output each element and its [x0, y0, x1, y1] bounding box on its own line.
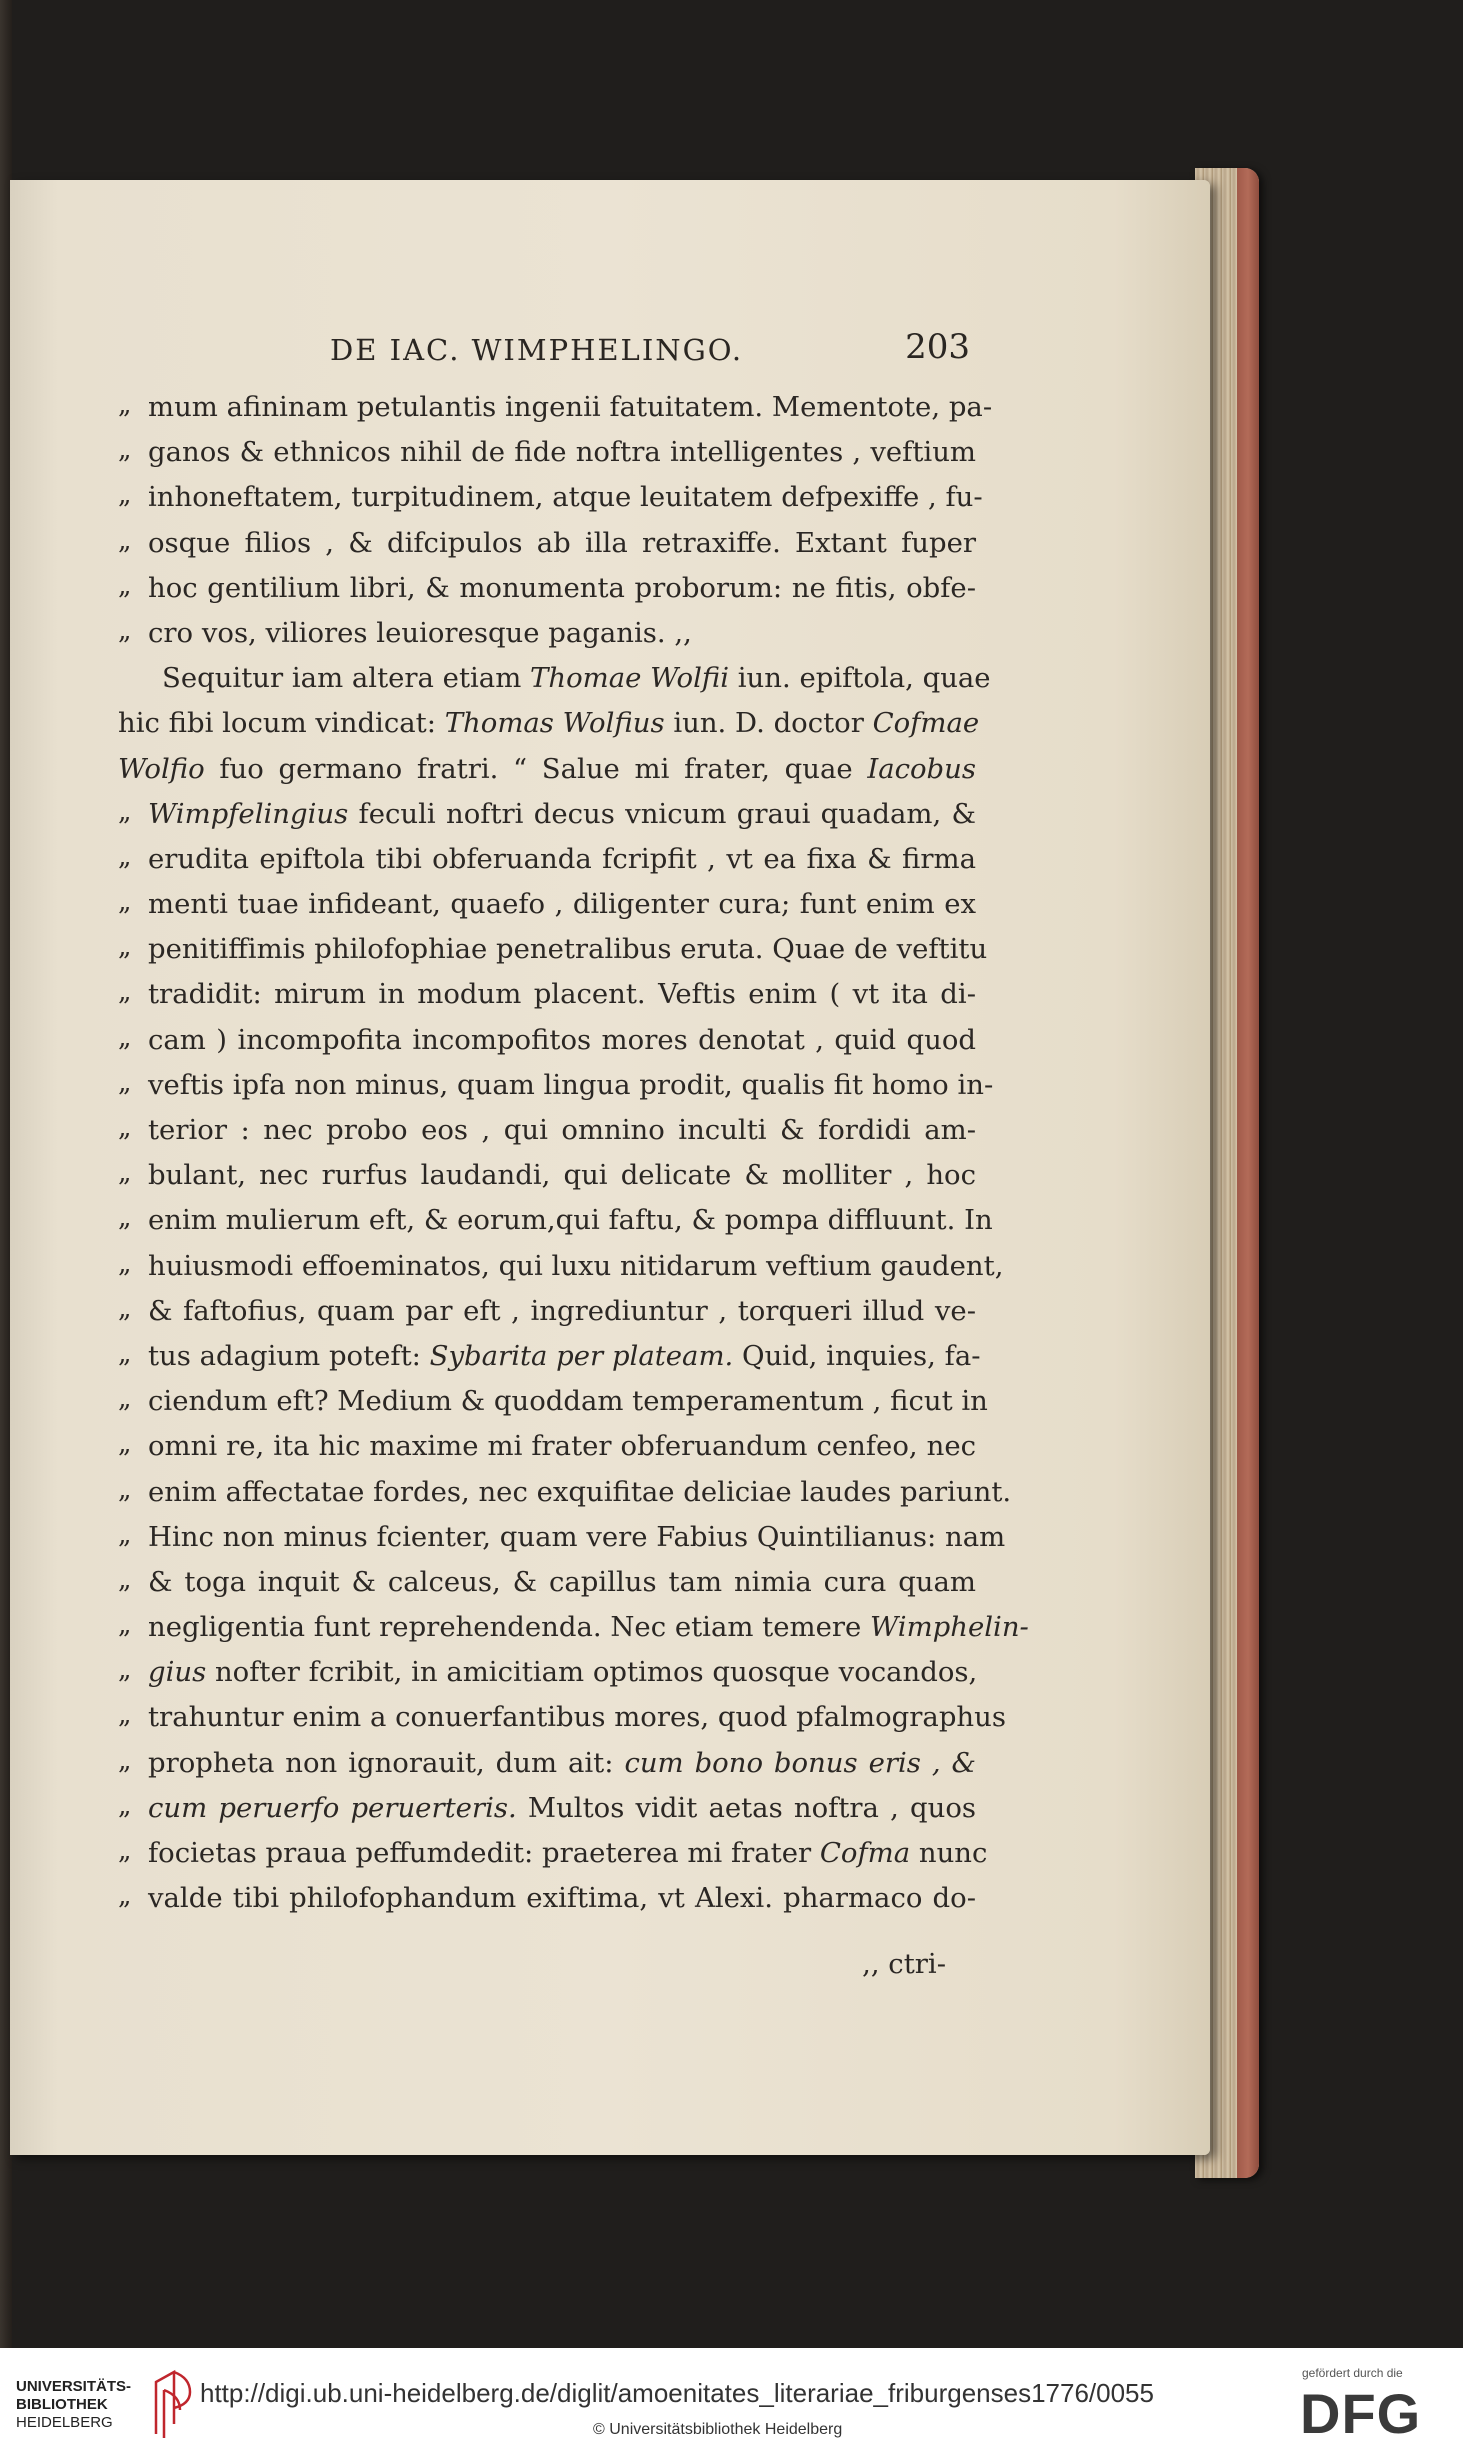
text-line: „ tus adagium poteft: Sybarita per plateam. Quid, inquies, fa- [118, 1334, 976, 1379]
copyright-notice: © Universitätsbibliothek Heidelberg [593, 2421, 843, 2438]
footer-bar [0, 2348, 1463, 2453]
library-name [16, 2378, 131, 2432]
dfg-logo: DFG [1300, 2382, 1422, 2445]
permalink-url[interactable]: http://digi.ub.uni-heidelberg.de/diglit/amoenitates_literariae_friburgenses1776/0055 [200, 2378, 1154, 2408]
text-line: Sequitur iam altera etiam Thomae Wolfii iun. epiftola, quae [162, 662, 991, 695]
text-line: „ enim affectatae fordes, nec exquifitae deliciae laudes pariunt. [118, 1470, 976, 1515]
text-line: „ cam ) incompofita incompofitos mores denotat , quid quod [118, 1018, 976, 1063]
text-line: „ bulant, nec rurfus laudandi, qui delicate & molliter , hoc [118, 1153, 976, 1198]
running-head: DE IAC. WIMPHELINGO. [330, 333, 744, 367]
text-line: „ inhoneftatem, turpitudinem, atque leuitatem defpexiffe , fu- [118, 475, 976, 520]
library-city: HEIDELBERG [16, 2414, 113, 2431]
text-line: „ & faftofius, quam par eft , ingrediuntur , torqueri illud ve- [118, 1289, 976, 1334]
library-logo-icon [146, 2368, 202, 2440]
text-line: hic fibi locum vindicat: Thomas Wolfius iun. D. doctor Cofmae [118, 707, 980, 740]
body-text [118, 385, 1029, 1980]
page-number: 203 [905, 327, 970, 367]
text-line: „ focietas praua peffumdedit: praeterea mi frater Cofma nunc [118, 1831, 976, 1876]
catchword: ,, ctri- [862, 1948, 946, 1980]
text-line: „ cro vos, viliores leuioresque paganis. ,, [118, 611, 976, 656]
text-line: „ Hinc non minus fcienter, quam vere Fabius Quintilianus: nam [118, 1515, 976, 1560]
text-line: „ huiusmodi effoeminatos, qui luxu nitidarum veftium gaudent, [118, 1244, 976, 1289]
text-line: „ erudita epiftola tibi obferuanda fcripfit , vt ea fixa & firma [118, 837, 976, 882]
text-line: „ mum afininam petulantis ingenii fatuitatem. Mementote, pa- [118, 385, 976, 430]
text-line: „ & toga inquit & calceus, & capillus tam nimia cura quam [118, 1560, 976, 1605]
library-name-line1: UNIVERSITÄTS- [16, 2378, 132, 2395]
text-line: „ negligentia funt reprehendenda. Nec etiam temere Wimphelin- [118, 1605, 976, 1650]
text-line: „ Wimpfelingius feculi noftri decus vnicum graui quadam, & [118, 792, 976, 837]
text-line: „ valde tibi philofophandum exiftima, vt Alexi. pharmaco do- [118, 1876, 976, 1921]
text-line: „ ciendum eft? Medium & quoddam temperamentum , ficut in [118, 1379, 976, 1424]
text-line: „ propheta non ignorauit, dum ait: cum bono bonus eris , & [118, 1741, 976, 1786]
text-line: Wolfio fuo germano fratri. “ Salue mi frater, quae Iacobus [118, 752, 976, 785]
text-line: „ gius nofter fcribit, in amicitiam optimos quosque vocandos, [118, 1650, 976, 1695]
text-line: „ terior : nec probo eos , qui omnino inculti & fordidi am- [118, 1108, 976, 1153]
text-line: „ veftis ipfa non minus, quam lingua prodit, qualis fit homo in- [118, 1063, 976, 1108]
text-line: „ enim mulierum eft, & eorum,qui faftu, & pompa diffluunt. In [118, 1198, 976, 1243]
library-name-line2: BIBLIOTHEK [16, 2396, 108, 2413]
page-header [330, 327, 970, 373]
text-line: „ hoc gentilium libri, & monumenta proborum: ne fitis, obfe- [118, 566, 976, 611]
sponsor-text: gefördert durch die [1302, 2366, 1403, 2380]
text-line: „ penitiffimis philofophiae penetralibus eruta. Quae de veftitu [118, 927, 976, 972]
text-line: „ tradidit: mirum in modum placent. Veftis enim ( vt ita di- [118, 972, 976, 1017]
text-line: „ ganos & ethnicos nihil de fide noftra intelligentes , veftium [118, 430, 976, 475]
text-line: „ omni re, ita hic maxime mi frater obferuandum cenfeo, nec [118, 1424, 976, 1469]
text-line: „ cum peruerfo peruerteris. Multos vidit aetas noftra , quos [118, 1786, 976, 1831]
text-line: „ menti tuae infideant, quaefo , diligenter cura; funt enim ex [118, 882, 976, 927]
text-line: „ trahuntur enim a conuerfantibus mores, quod pfalmographus [118, 1695, 976, 1740]
text-line: „ osque filios , & difcipulos ab illa retraxiffe. Extant fuper [118, 521, 976, 566]
